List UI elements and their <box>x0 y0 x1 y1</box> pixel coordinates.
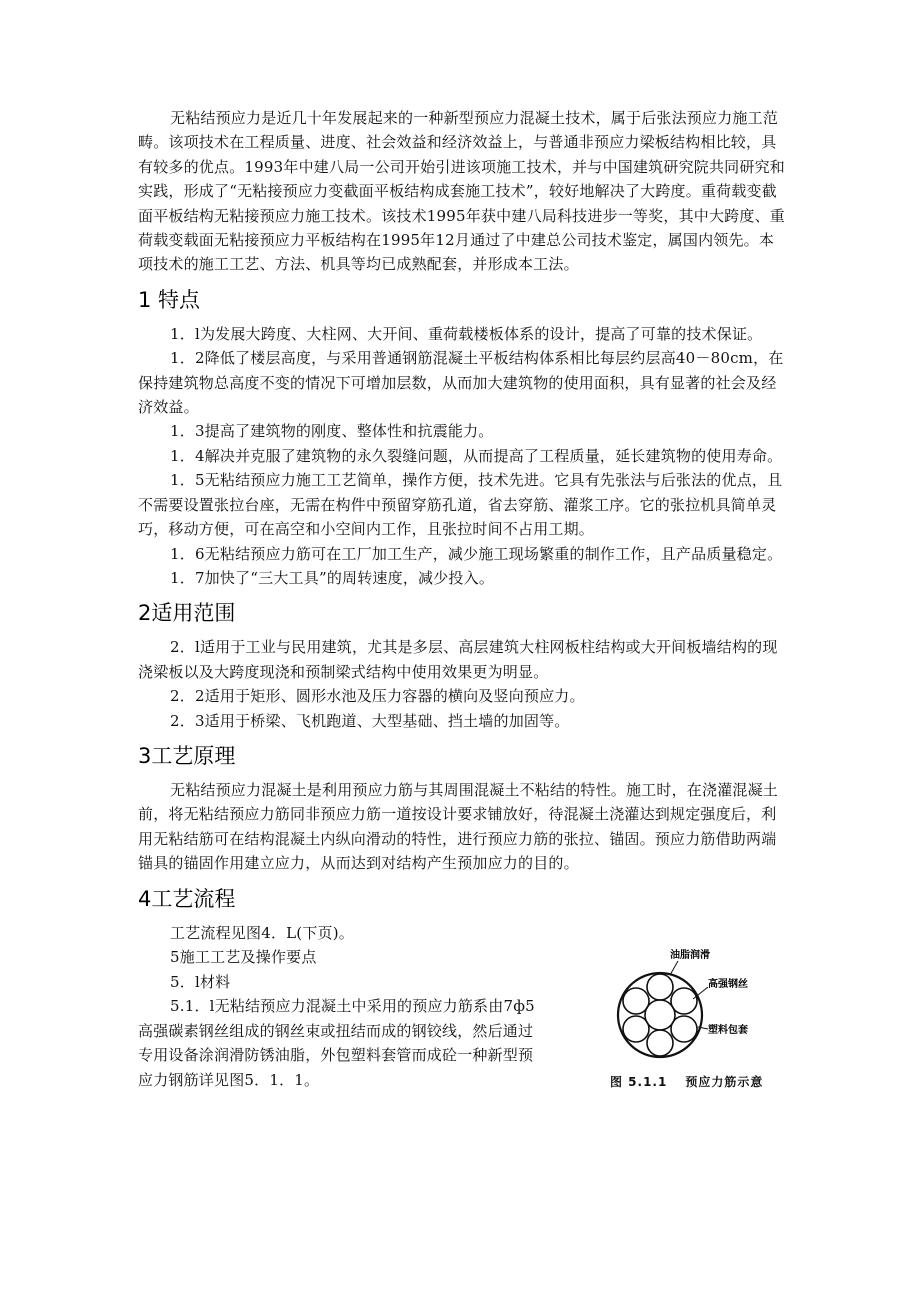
section-5-title: 5施工工艺及操作要点 <box>170 948 317 967</box>
item-2-2: 2．2适用于矩形、圆形水池及压力容器的横向及竖向预应力。 <box>170 687 585 706</box>
outer-sheath-circle <box>618 973 702 1057</box>
wire-lower-right <box>671 1016 697 1042</box>
figure-caption <box>610 1073 788 1090</box>
label-wire: 高强钢丝 <box>708 978 748 990</box>
item-1-7: 1．7加快了“三大工具”的周转速度，减少投入。 <box>170 568 495 587</box>
wire-center <box>645 1000 675 1030</box>
item-1-6: 1．6无粘结预应力筋可在工厂加工生产，减少施工现场繁重的制作工作，且产品质量稳定。 <box>170 544 783 563</box>
section-3-body: 无粘结预应力混凝土是利用预应力筋与其周围混凝土不粘结的特性。施工时，在浇灌混凝土前，将无粘结预应力筋同非预应力筋一道按设计要求铺放好，待混凝土浇灌达到规定强度后，利用无粘结筋可在结构混凝土内纵向滑动的特性，进行预应力筋的张拉、锚固。预应力筋借助两端锚具的锚固作用建立应力，从而达到对结构产生预加应力的目的。 <box>138 780 779 873</box>
item-1-4: 1．4解决并克服了建筑物的永久裂缝问题，从而提高了工程质量，延长建筑物的使用寿命。 <box>170 446 783 465</box>
section-3-heading: 3工艺原理 <box>138 743 236 768</box>
wire-upper-right <box>671 988 697 1014</box>
tendon-cross-section-diagram <box>598 947 788 1067</box>
figure-caption-text: 预应力筋示意 <box>685 1074 764 1089</box>
intro-paragraph: 无粘结预应力是近几十年发展起来的一种新型预应力混凝土技术，属于后张法预应力施工范畴。该项技术在工程质量、进度、社会效益和经济效益上，与普通非预应力梁板结构相比较，具有较多的优点。1993年中建八局一公司开始引进该项施工技术，并与中国建筑研究院共同研究和实践，形成了“无粘接预应力变截面平板结构成套施工技术”，较好地解决了大跨度。重荷载变截面平板结构无粘接预应力施工技术。该技术1995年获中建八局科技进步一等奖，其中大跨度、重荷载变载面无粘接预应力平板结构在1995年12月通过了中建总公司技术鉴定，属国内领先。本项技术的施工工艺、方法、机具等均已成熟配套，并形成本工法。 <box>138 109 785 274</box>
lower-text-column <box>138 921 548 1093</box>
flow-reference: 工艺流程见图4．L(下页)。 <box>170 923 355 942</box>
tendon-figure <box>598 947 788 1093</box>
item-2-1: 2．l适用于工业与民用建筑，尤其是多层、高层建筑大柱网板柱结构或大开间板墙结构的现浇梁板以及大跨度现浇和预制梁式结构中使用效果更为明显。 <box>138 638 778 681</box>
item-2-3: 2．3适用于桥梁、飞机跑道、大型基础、挡土墙的加固等。 <box>170 711 570 730</box>
section-2-heading: 2适用范围 <box>138 601 236 626</box>
section-4-heading: 4工艺流程 <box>138 886 236 911</box>
wire-bottom <box>647 1030 673 1056</box>
document-page <box>138 106 788 1092</box>
section-5-1-title: 5．l材料 <box>170 972 231 991</box>
item-1-3: 1．3提高了建筑物的刚度、整体性和抗震能力。 <box>170 422 494 441</box>
item-1-1: 1．l为发展大跨度、大柱网、大开间、重荷载楼板体系的设计，提高了可靠的技术保证。 <box>170 324 763 343</box>
figure-caption-number: 图 5.1.1 <box>610 1074 668 1089</box>
wire-lower-left <box>623 1016 649 1042</box>
section-1-heading: 1 特点 <box>138 287 201 312</box>
item-1-2: 1．2降低了楼层高度，与采用普通钢筋混凝土平板结构体系相比每层约层高40－80cm，在保持建筑物总高度不变的情况下可增加层数，从而加大建筑物的使用面积，具有显著的社会及经济效益。 <box>138 349 784 417</box>
leader-grease <box>670 961 678 975</box>
wire-upper-left <box>623 988 649 1014</box>
item-5-1-1: 5.1．l无粘结预应力混凝土中采用的预应力筋系由7ф5高强碳素钢丝组成的钢丝束或扭结而成的钢铰线，然后通过专用设备涂润滑防锈油脂，外包塑料套管而成砼一种新型预应力钢筋详见图5．1．1。 <box>138 997 535 1089</box>
item-1-5: 1．5无粘结预应力施工工艺简单，操作方便，技术先进。它具有先张法与后张法的优点，且不需要设置张拉台座，无需在构件中预留穿筋孔道，省去穿筋、灌浆工序。它的张拉机具简单灵巧，移动方便，可在高空和小空间内工作，且张拉时间不占用工期。 <box>138 471 783 539</box>
lower-block <box>138 921 788 1093</box>
label-sheath: 塑料包套 <box>708 1024 748 1036</box>
wire-top <box>647 974 673 1000</box>
label-grease: 油脂润滑 <box>670 949 710 961</box>
